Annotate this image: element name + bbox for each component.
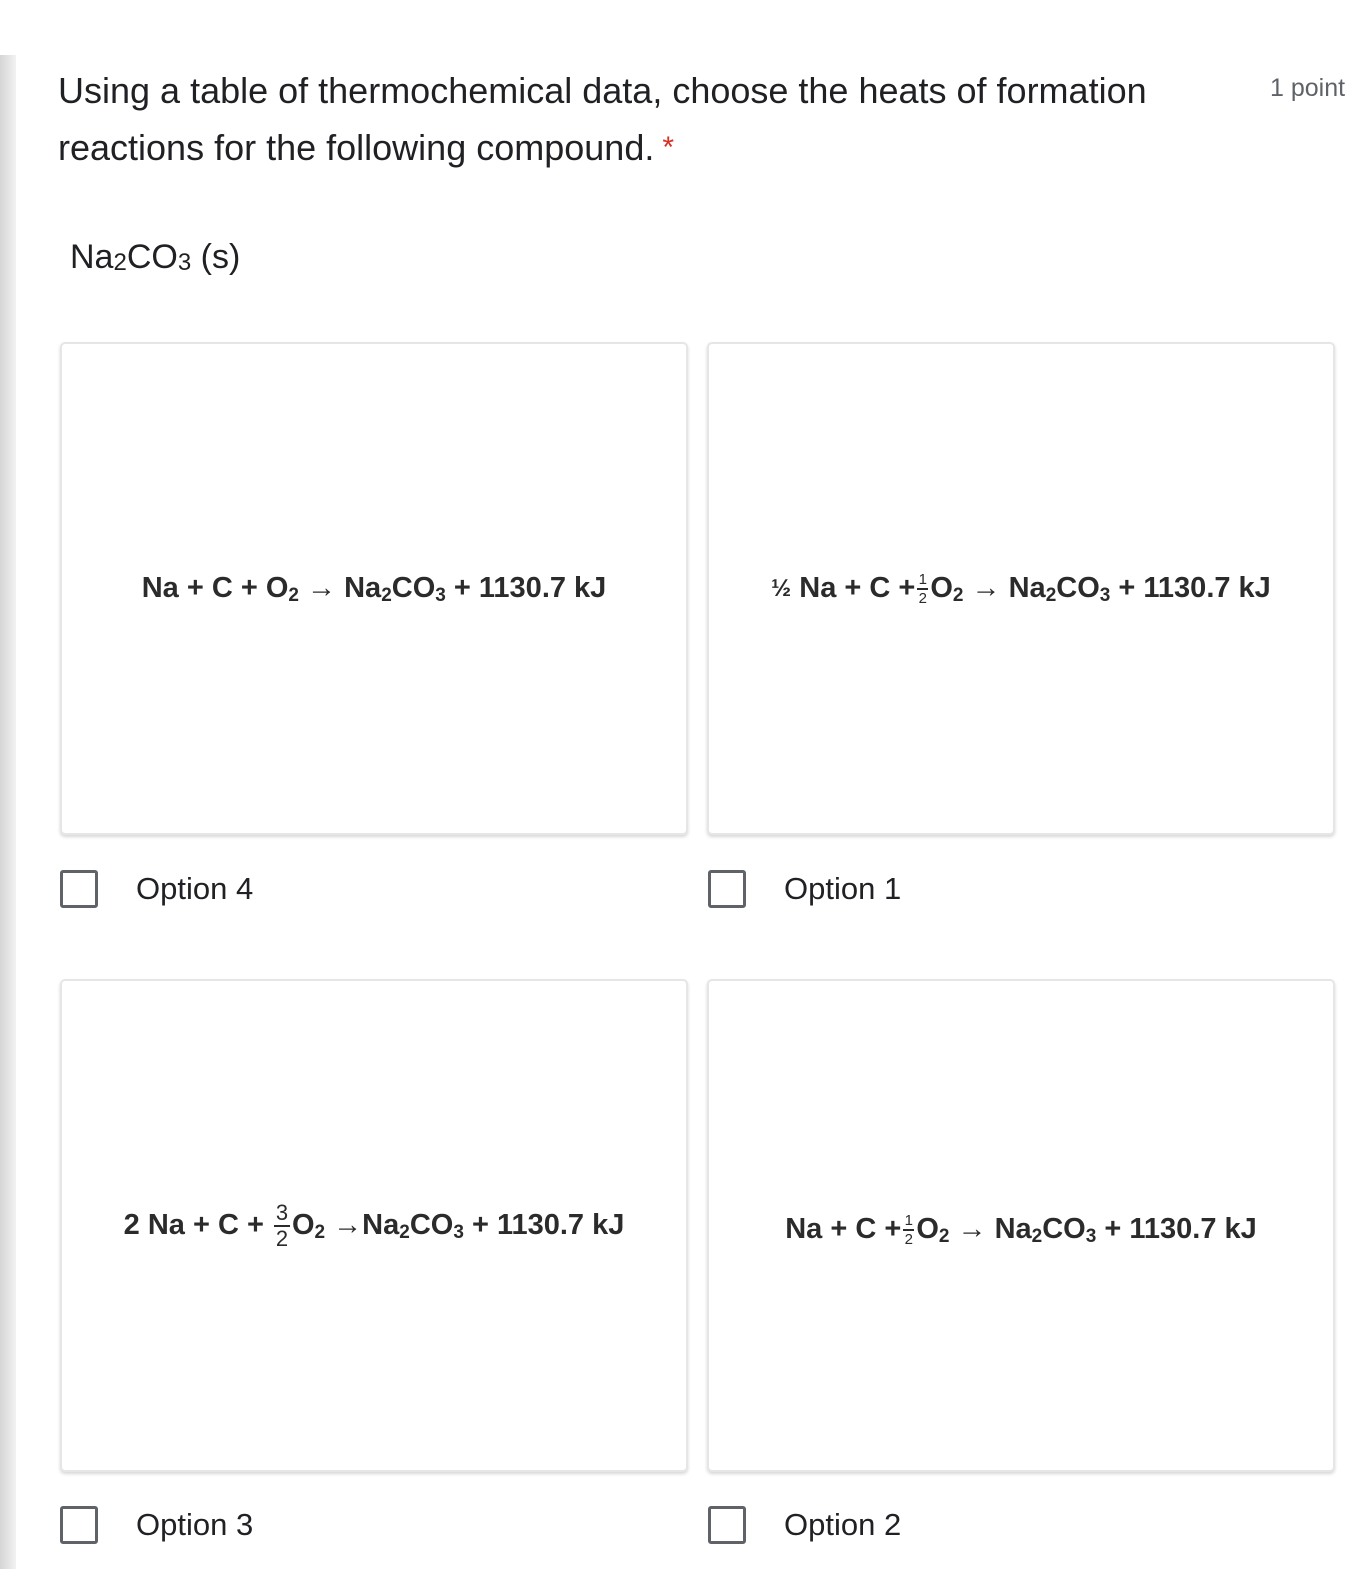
fraction-one-half: $\frac{1}{2}$: [918, 570, 928, 607]
reaction-arrow: →: [957, 1213, 987, 1245]
fraction-one-half: $\frac{1}{2}$: [904, 1211, 913, 1248]
option-image-1[interactable]: [707, 342, 1335, 835]
equation-option-1: ½ Na + C + $\frac{1}{2}$ O 2 → Na 2 CO 3 + 1130.7 kJ: [771, 570, 1271, 607]
equation-option-4: Na + C + O 2 → Na 2 CO 3 + 1130.7 kJ: [141, 572, 607, 606]
reaction-arrow: →: [333, 1209, 363, 1241]
question-title: [58, 62, 1248, 176]
reaction-arrow: →: [307, 572, 337, 604]
option-4-choice[interactable]: [60, 870, 253, 908]
checkbox-option-1[interactable]: [708, 870, 746, 908]
option-1-label: Option 1: [784, 871, 902, 906]
question-text: Using a table of thermochemical data, choose the heats of formation reactions for the following compound.: [58, 70, 1147, 168]
checkbox-option-2[interactable]: [708, 1506, 746, 1544]
option-2-choice[interactable]: [708, 1506, 901, 1544]
equation-option-2: Na + C + $\frac{1}{2}$ O 2 → Na 2 CO 3 + 1130.7 kJ: [785, 1211, 1257, 1248]
option-image-2[interactable]: [707, 979, 1335, 1472]
compound-state: (s): [200, 238, 241, 276]
option-4-label: Option 4: [136, 871, 254, 906]
option-1-choice[interactable]: [708, 870, 901, 908]
left-edge-shadow: [0, 55, 16, 1569]
equation-option-3: 2 Na + C + $\frac{3}{2}$ O 2 → Na 2 CO 3 + 1130.7 kJ: [123, 1199, 625, 1251]
compound-formula: Na2CO3 (s): [70, 238, 241, 276]
reaction-arrow: →: [971, 572, 1001, 604]
option-3-choice[interactable]: [60, 1506, 253, 1544]
points-label: 1 point: [1270, 74, 1346, 102]
option-3-label: Option 3: [136, 1507, 254, 1542]
option-image-4[interactable]: [60, 342, 688, 835]
required-marker: *: [662, 131, 675, 164]
option-image-3[interactable]: [60, 979, 688, 1472]
fraction-three-halves: $\frac{3}{2}$: [275, 1199, 289, 1251]
option-2-label: Option 2: [784, 1507, 902, 1542]
checkbox-option-3[interactable]: [60, 1506, 98, 1544]
checkbox-option-4[interactable]: [60, 870, 98, 908]
